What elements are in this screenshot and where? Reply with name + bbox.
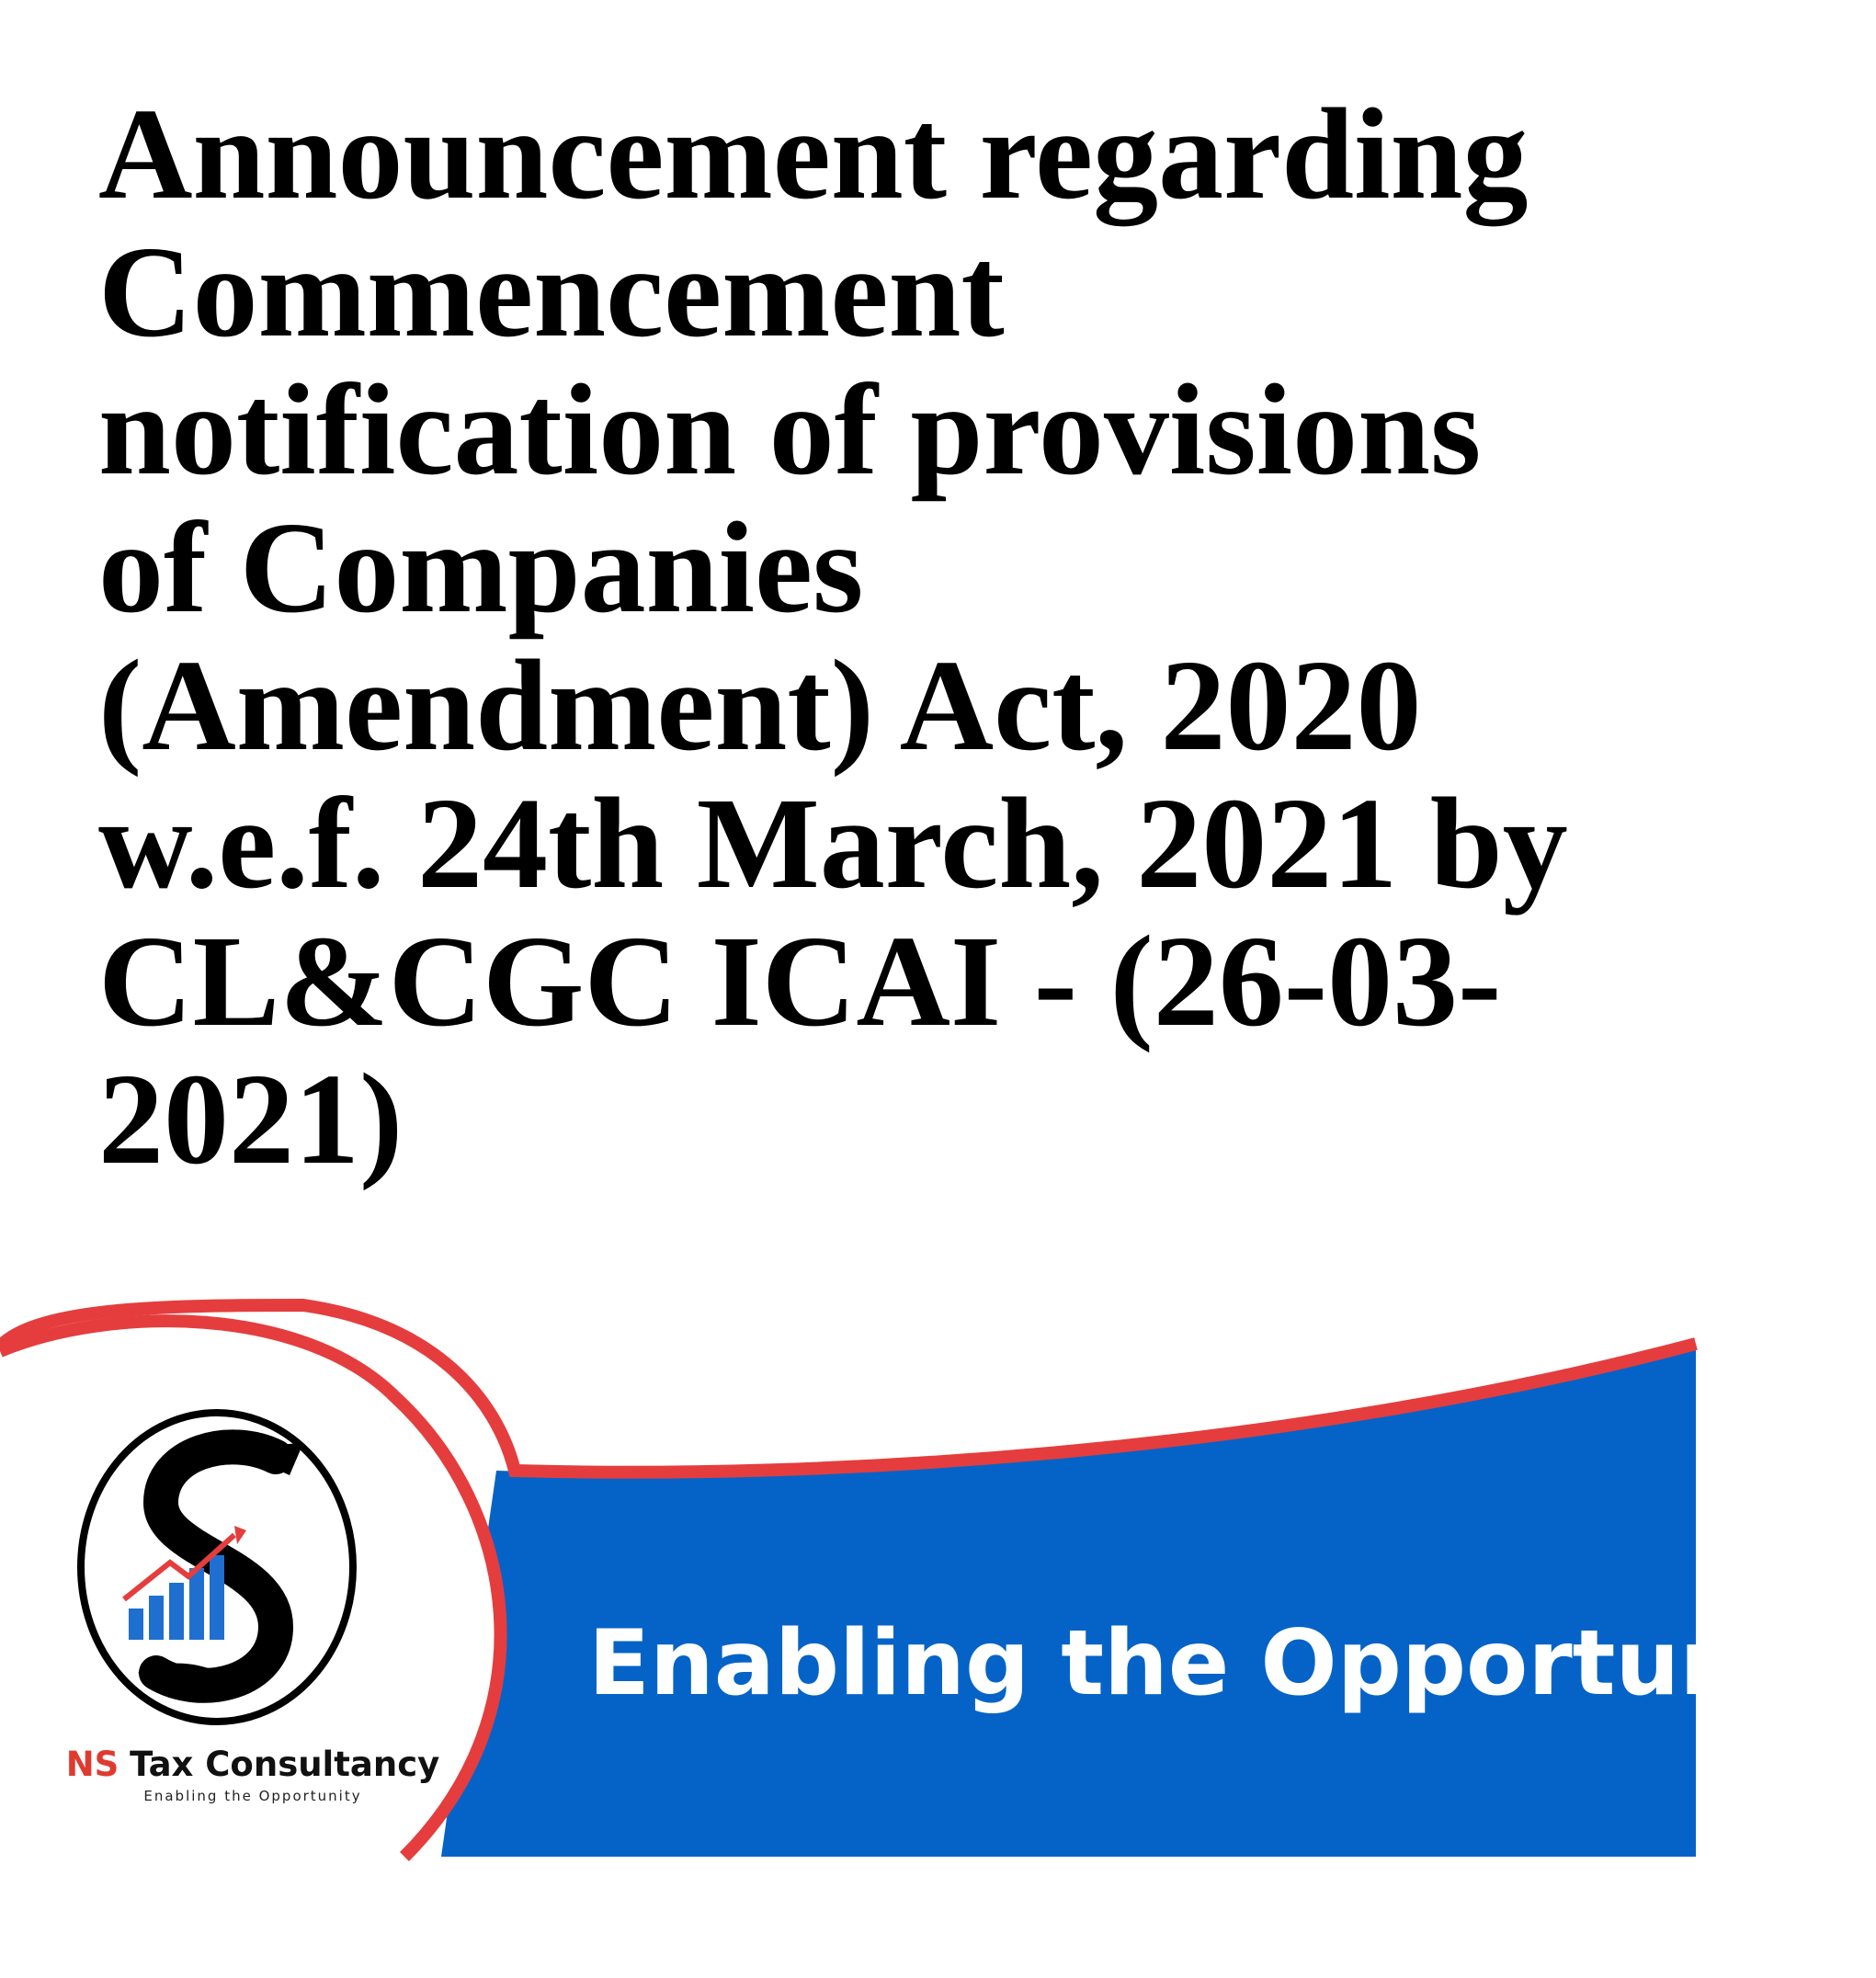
banner-tagline: Enabling the Opportunity	[588, 1611, 1876, 1716]
headline-line-2: Commencement	[98, 219, 1005, 364]
brand-name	[51, 1745, 455, 1785]
headline-line-1: Announcement regarding	[98, 81, 1529, 226]
headline-line-5: (Amendment) Act, 2020	[98, 632, 1422, 778]
headline-line-4: of Companies	[98, 494, 864, 640]
brand-name-text: Tax Consultancy	[130, 1745, 440, 1784]
headline-line-6: w.e.f. 24th March, 2021 by	[98, 770, 1568, 915]
brand-tagline: Enabling the Opportunity	[143, 1788, 362, 1804]
ns-logo-icon	[81, 1413, 353, 1722]
brand-prefix: NS	[65, 1745, 119, 1784]
headline-line-7: CL&CGC ICAI - (26-03-	[98, 908, 1502, 1053]
headline-line-3: notification of provisions	[98, 357, 1482, 502]
headline	[98, 81, 1661, 1191]
headline-line-8: 2021)	[98, 1046, 404, 1191]
blue-wave-band	[441, 1344, 1876, 1857]
